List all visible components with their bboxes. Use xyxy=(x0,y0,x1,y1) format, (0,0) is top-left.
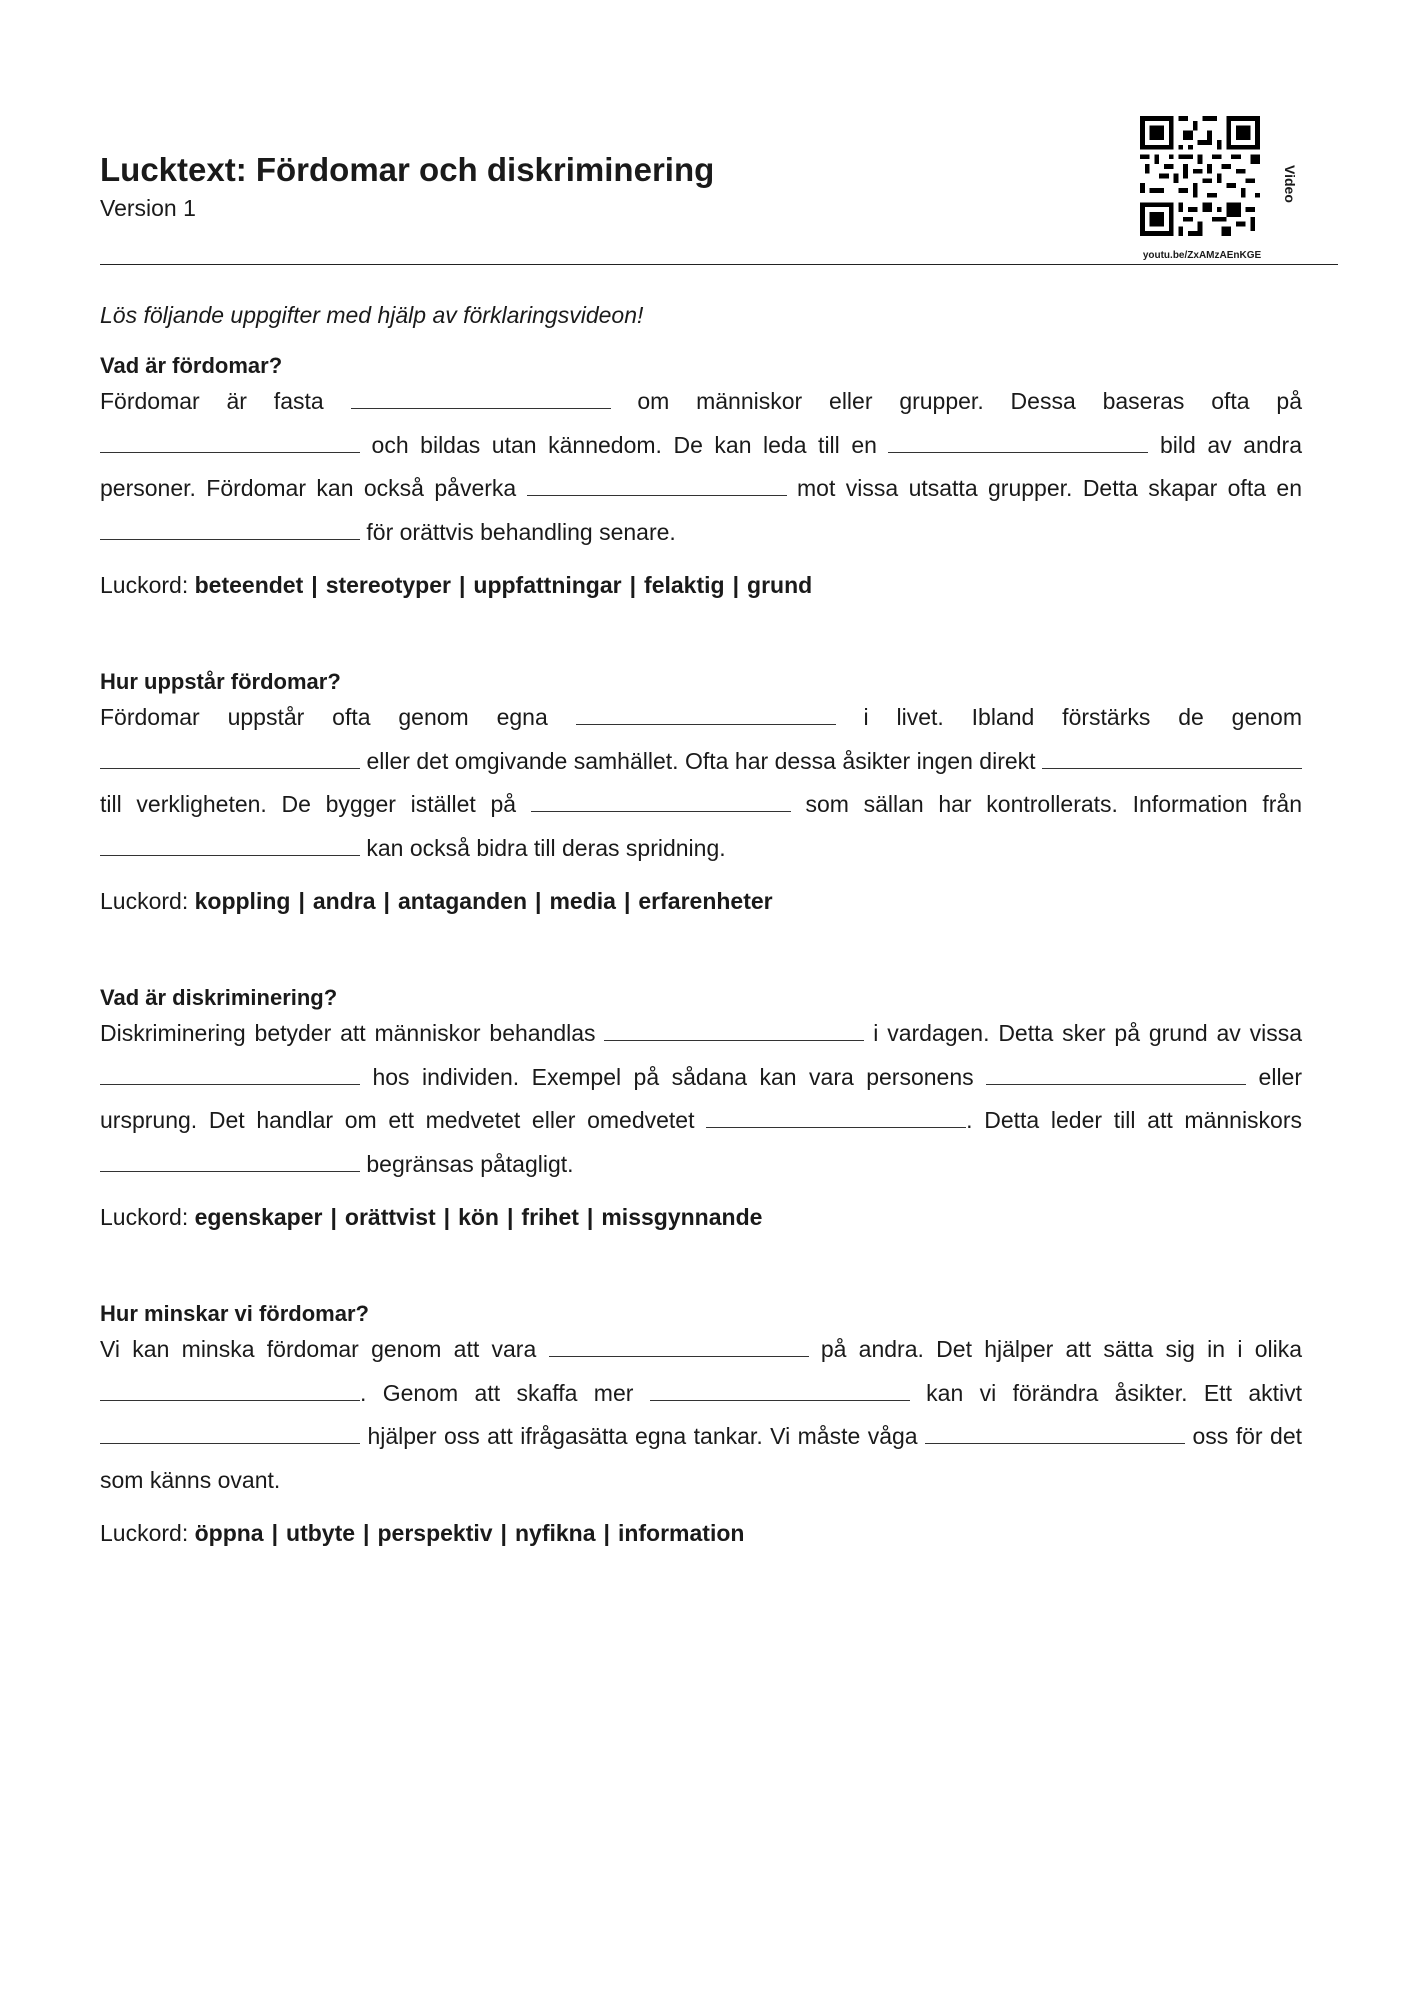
text-segment: begränsas påtagligt. xyxy=(366,1150,574,1177)
page-title: Lucktext: Fördomar och diskriminering xyxy=(100,151,715,188)
text-segment: oss för det som känns ovant. xyxy=(100,1423,1303,1493)
word-bank-label: Luckord: xyxy=(100,888,195,914)
video-label: Video xyxy=(1282,165,1298,203)
blank-field[interactable] xyxy=(604,1020,864,1041)
header-divider xyxy=(100,264,1338,265)
separator: | xyxy=(443,1204,451,1230)
text-segment: . Detta leder till att människors xyxy=(966,1107,1302,1133)
separator: | xyxy=(586,1204,594,1230)
word-bank-item: perspektiv xyxy=(377,1520,493,1546)
text-segment: mot vissa utsatta grupper. Detta skapar ofta en xyxy=(797,475,1302,501)
blank-field[interactable] xyxy=(100,432,360,453)
word-bank xyxy=(100,1203,1302,1231)
section-what-are-prejudices xyxy=(100,352,1302,599)
word-bank xyxy=(100,887,1302,915)
qr-code-icon[interactable] xyxy=(1140,116,1260,236)
section-heading: Hur minskar vi fördomar? xyxy=(100,1301,369,1326)
text-segment: som sällan har kontrollerats. Information från xyxy=(805,791,1303,817)
separator: | xyxy=(500,1520,507,1546)
text-segment: om människor eller grupper. Dessa baseras ofta på xyxy=(637,388,1302,414)
text-segment: Fördomar är fasta xyxy=(100,388,324,414)
text-segment: hjälper oss att ifrågasätta egna tankar. Vi måste våga xyxy=(367,1423,918,1449)
blank-field[interactable] xyxy=(100,1380,360,1401)
blank-field[interactable] xyxy=(925,1423,1185,1444)
cloze-paragraph xyxy=(100,696,1302,870)
section-how-prejudices-arise xyxy=(100,668,1302,915)
text-segment: eller ursprung. Det handlar om ett medvetet eller omedvetet xyxy=(100,1063,1303,1133)
blank-field[interactable] xyxy=(650,1380,910,1401)
text-segment: och bildas utan kännedom. De kan leda till en xyxy=(371,431,877,458)
separator: | xyxy=(363,1520,370,1546)
word-bank-item: antaganden xyxy=(397,888,528,914)
separator: | xyxy=(623,888,631,914)
text-segment: i vardagen. Detta sker på grund av vissa xyxy=(873,1020,1303,1046)
text-segment: i livet. Ibland förstärks de genom xyxy=(863,704,1303,730)
blank-field[interactable] xyxy=(527,475,787,496)
section-heading: Hur uppstår fördomar? xyxy=(100,669,341,694)
text-segment: eller det omgivande samhället. Ofta har dessa åsikter ingen direkt xyxy=(366,747,1036,774)
blank-field[interactable] xyxy=(706,1107,966,1128)
text-segment: hos individen. Exempel på sådana kan vara personens xyxy=(372,1063,974,1090)
text-segment: Vi kan minska fördomar genom att vara xyxy=(100,1336,537,1362)
text-segment: för orättvis behandling senare. xyxy=(366,518,676,545)
header xyxy=(100,150,1000,222)
word-bank-label: Luckord: xyxy=(100,1204,195,1230)
cloze-paragraph xyxy=(100,380,1302,554)
section-heading: Vad är diskriminering? xyxy=(100,985,338,1010)
blank-field[interactable] xyxy=(549,1336,809,1357)
word-bank xyxy=(100,1519,1302,1547)
section-heading: Vad är fördomar? xyxy=(100,353,283,378)
word-bank-item: andra xyxy=(312,888,376,914)
word-bank-item: uppfattningar xyxy=(473,572,622,598)
version-label: Version 1 xyxy=(100,195,196,221)
word-bank-item: stereotyper xyxy=(325,572,451,598)
word-bank-item: beteendet xyxy=(194,572,304,598)
word-bank-item: missgynnande xyxy=(601,1204,763,1230)
word-bank-item: media xyxy=(549,888,616,914)
qr-url-label: youtu.be/ZxAMzAEnKGE xyxy=(1142,250,1262,261)
text-segment: till verkligheten. De bygger istället på xyxy=(100,791,517,817)
blank-field[interactable] xyxy=(576,704,836,725)
text-segment: kan också bidra till deras spridning. xyxy=(366,834,726,861)
section-how-to-reduce-prejudices xyxy=(100,1300,1302,1547)
cloze-paragraph xyxy=(100,1328,1302,1502)
separator: | xyxy=(330,1204,337,1230)
word-bank-item: egenskaper xyxy=(194,1204,323,1230)
section-what-is-discrimination xyxy=(100,984,1302,1231)
blank-field[interactable] xyxy=(100,1151,360,1172)
separator: | xyxy=(603,1520,610,1546)
blank-field[interactable] xyxy=(100,1064,360,1085)
blank-field[interactable] xyxy=(100,1423,360,1444)
word-bank-item: frihet xyxy=(521,1204,579,1230)
word-bank-item: koppling xyxy=(194,888,291,914)
separator: | xyxy=(383,888,390,914)
separator: | xyxy=(629,572,637,598)
text-segment: Fördomar uppstår ofta genom egna xyxy=(100,704,548,730)
blank-field[interactable] xyxy=(1042,748,1302,769)
word-bank-item: felaktig xyxy=(644,572,725,598)
word-bank-item: erfarenheter xyxy=(638,888,773,914)
blank-field[interactable] xyxy=(986,1064,1246,1085)
blank-field[interactable] xyxy=(351,388,611,409)
text-segment: Diskriminering betyder att människor behandlas xyxy=(100,1020,596,1046)
separator: | xyxy=(535,888,542,914)
separator: | xyxy=(298,888,305,914)
word-bank-item: nyfikna xyxy=(514,1520,596,1546)
blank-field[interactable] xyxy=(531,791,791,812)
blank-field[interactable] xyxy=(888,432,1148,453)
word-bank-label: Luckord: xyxy=(100,1520,195,1546)
word-bank xyxy=(100,571,1302,599)
cloze-paragraph xyxy=(100,1012,1302,1186)
text-segment: kan vi förändra åsikter. Ett aktivt xyxy=(926,1379,1303,1406)
separator: | xyxy=(311,572,318,598)
word-bank-item: kön xyxy=(458,1204,499,1230)
text-segment: på andra. Det hjälper att sätta sig in i olika xyxy=(820,1336,1303,1362)
separator: | xyxy=(732,572,740,598)
word-bank-item: utbyte xyxy=(286,1520,356,1546)
separator: | xyxy=(271,1520,279,1546)
word-bank-label: Luckord: xyxy=(100,572,195,598)
blank-field[interactable] xyxy=(100,835,360,856)
word-bank-item: information xyxy=(617,1520,745,1546)
text-segment: bild av andra personer. Fördomar kan också påverka xyxy=(100,431,1303,501)
text-segment: . Genom att skaffa mer xyxy=(360,1379,634,1406)
word-bank-item: orättvist xyxy=(344,1204,436,1230)
word-bank-item: öppna xyxy=(194,1520,264,1546)
blank-field[interactable] xyxy=(100,519,360,540)
word-bank-item: grund xyxy=(747,572,813,598)
separator: | xyxy=(506,1204,514,1230)
instruction-text: Lös följande uppgifter med hjälp av förklaringsvideon! xyxy=(100,302,644,328)
blank-field[interactable] xyxy=(100,748,360,769)
separator: | xyxy=(458,572,466,598)
